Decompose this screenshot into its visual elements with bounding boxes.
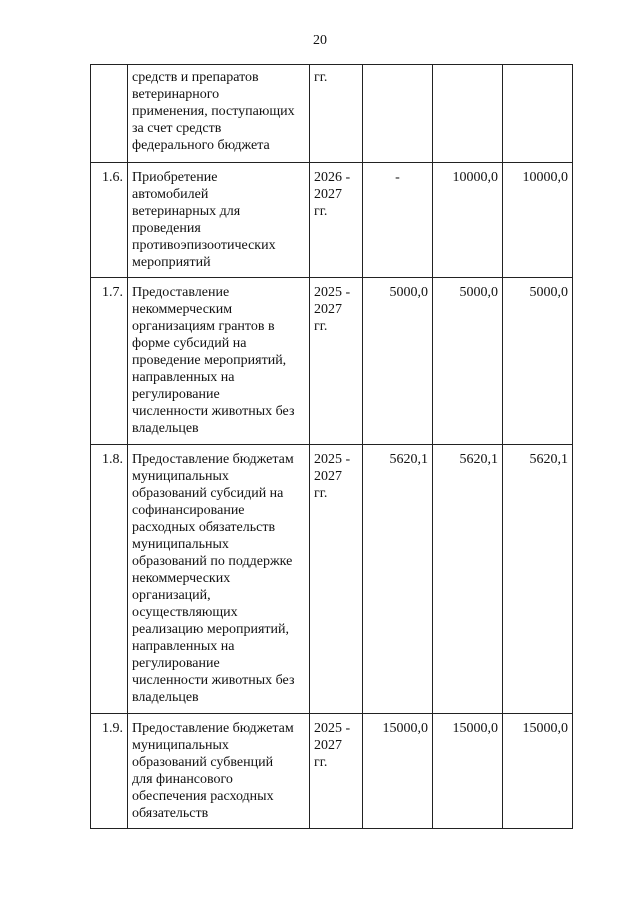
text-line: владельцев <box>132 421 199 436</box>
text-line: ветеринарного <box>132 87 220 102</box>
text-line: софинансирование <box>132 503 245 518</box>
text-line: 2025 - <box>314 721 351 736</box>
text-line: гг. <box>314 70 328 85</box>
value-2026 <box>433 65 503 163</box>
text-line: за счет средств <box>132 121 222 136</box>
value-2027: 5000,0 <box>503 278 573 445</box>
text-line: организаций, <box>132 588 211 603</box>
text-line: регулирование <box>132 387 220 402</box>
text-line: федерального бюджета <box>132 138 270 153</box>
text-line: некоммерческих <box>132 571 231 586</box>
text-line: Предоставление <box>132 285 230 300</box>
table-row <box>91 65 573 163</box>
measures-table <box>90 64 573 829</box>
text-line: образований субсидий на <box>132 486 284 501</box>
text-line: муниципальных <box>132 469 229 484</box>
row-number <box>91 65 128 163</box>
text-line: мероприятий <box>132 255 211 270</box>
text-line: гг. <box>314 486 328 501</box>
text-line: Предоставление бюджетам <box>132 452 294 467</box>
value-2026: 5000,0 <box>433 278 503 445</box>
text-line: 2027 <box>314 469 342 484</box>
text-line: направленных на <box>132 370 235 385</box>
table-row <box>91 278 573 445</box>
value-2026: 5620,1 <box>433 445 503 714</box>
text-line: муниципальных <box>132 537 229 552</box>
text-line: ветеринарных для <box>132 204 241 219</box>
value-2025: 5620,1 <box>363 445 433 714</box>
text-line: 2027 <box>314 738 342 753</box>
text-line: для финансового <box>132 772 233 787</box>
text-line: владельцев <box>132 690 199 705</box>
text-line: численности животных без <box>132 673 295 688</box>
value-2025: 15000,0 <box>363 714 433 829</box>
value-2025: 5000,0 <box>363 278 433 445</box>
row-number: 1.8. <box>91 445 128 714</box>
text-line: реализацию мероприятий, <box>132 622 289 637</box>
row-number: 1.9. <box>91 714 128 829</box>
text-line: 2027 <box>314 187 342 202</box>
text-line: 2025 - <box>314 285 351 300</box>
value-2026: 15000,0 <box>433 714 503 829</box>
measure-name <box>128 65 310 163</box>
measure-name <box>128 163 310 278</box>
text-line: численности животных без <box>132 404 295 419</box>
row-number: 1.6. <box>91 163 128 278</box>
text-line: гг. <box>314 319 328 334</box>
text-line: образований по поддержке <box>132 554 293 569</box>
text-line: Приобретение <box>132 170 218 185</box>
page-number: 20 <box>313 33 327 48</box>
text-line: осуществляющих <box>132 605 238 620</box>
text-line: образований субвенций <box>132 755 274 770</box>
text-line: муниципальных <box>132 738 229 753</box>
text-line: некоммерческим <box>132 302 233 317</box>
text-line: противоэпизоотических <box>132 238 276 253</box>
period-cell <box>310 445 363 714</box>
period-cell <box>310 278 363 445</box>
text-line: обязательств <box>132 806 209 821</box>
text-line: направленных на <box>132 639 235 654</box>
value-2027 <box>503 65 573 163</box>
text-line: гг. <box>314 755 328 770</box>
value-2026: 10000,0 <box>433 163 503 278</box>
text-line: проведения <box>132 221 201 236</box>
text-line: 2025 - <box>314 452 351 467</box>
value-2027: 10000,0 <box>503 163 573 278</box>
measure-name <box>128 445 310 714</box>
text-line: проведение мероприятий, <box>132 353 287 368</box>
text-line: расходных обязательств <box>132 520 276 535</box>
text-line: 2027 <box>314 302 342 317</box>
text-line: форме субсидий на <box>132 336 247 351</box>
text-line: средств и препаратов <box>132 70 259 85</box>
table-row <box>91 445 573 714</box>
value-2027: 5620,1 <box>503 445 573 714</box>
text-line: 2026 - <box>314 170 351 185</box>
table-row <box>91 714 573 829</box>
measure-name <box>128 278 310 445</box>
text-line: автомобилей <box>132 187 209 202</box>
period-cell <box>310 65 363 163</box>
measure-name <box>128 714 310 829</box>
text-line: применения, поступающих <box>132 104 295 119</box>
value-2027: 15000,0 <box>503 714 573 829</box>
table-row <box>91 163 573 278</box>
period-cell <box>310 163 363 278</box>
period-cell <box>310 714 363 829</box>
text-line: Предоставление бюджетам <box>132 721 294 736</box>
row-number: 1.7. <box>91 278 128 445</box>
value-2025: - <box>363 163 433 278</box>
value-2025 <box>363 65 433 163</box>
text-line: организациям грантов в <box>132 319 275 334</box>
text-line: обеспечения расходных <box>132 789 274 804</box>
text-line: гг. <box>314 204 328 219</box>
text-line: регулирование <box>132 656 220 671</box>
